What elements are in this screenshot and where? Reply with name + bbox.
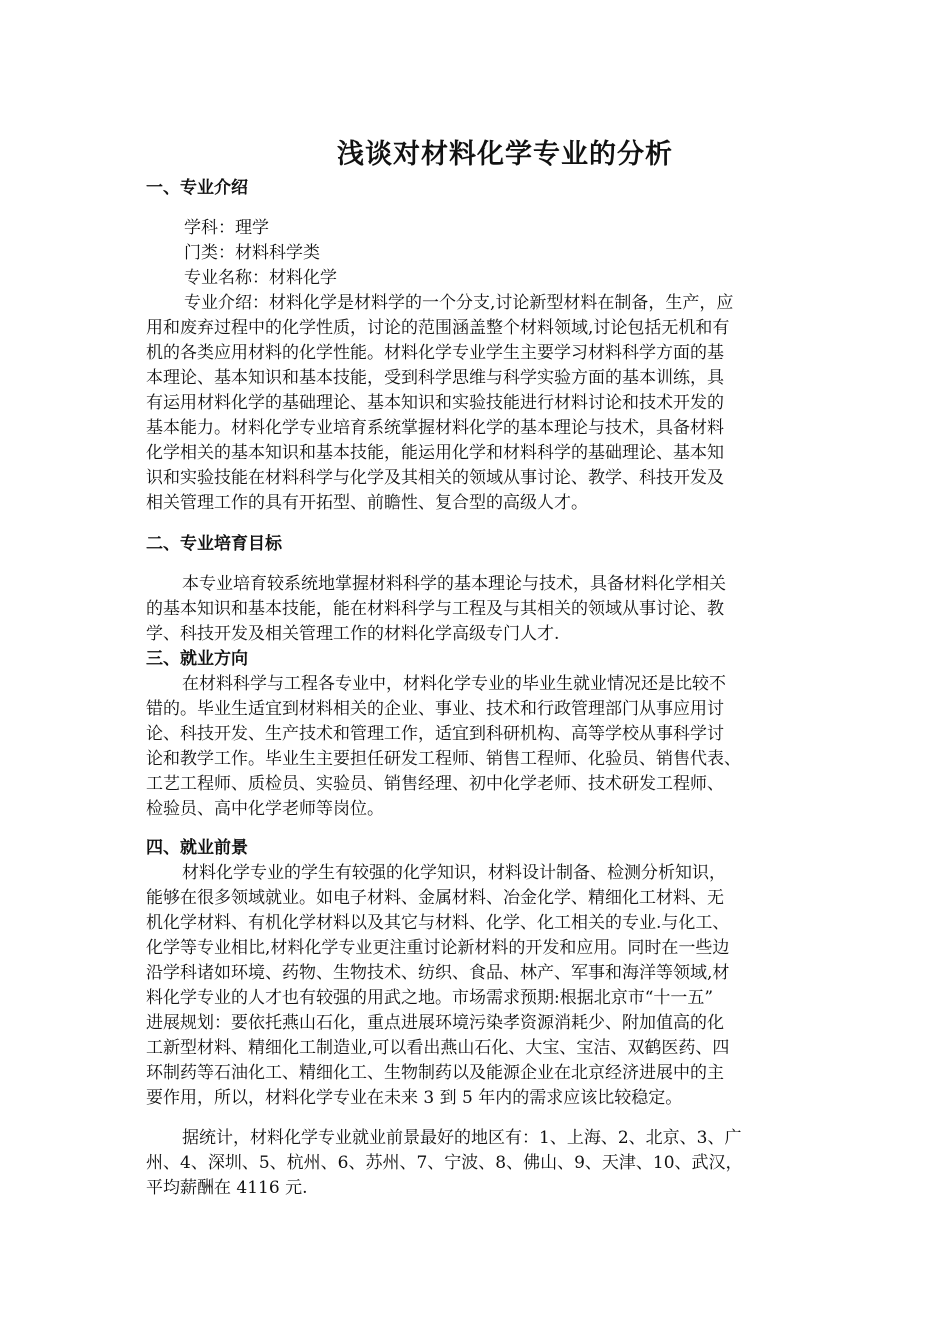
paragraph-line: 化学相关的基本知识和基本技能，能运用化学和材料科学的基础理论、基本知 (146, 443, 724, 463)
info-discipline: 学科：理学 (184, 218, 269, 238)
paragraph-line: 材料化学专业的学生有较强的化学知识，材料设计制备、检测分析知识， (182, 863, 726, 883)
info-category: 门类：材料科学类 (184, 243, 320, 263)
paragraph-line: 州、4、深圳、5、杭州、6、苏州、7、宁波、8、佛山、9、天津、10、武汉， (146, 1153, 743, 1173)
paragraph-line: 环制药等石油化工、精细化工、生物制药以及能源企业在北京经济进展中的主 (146, 1063, 724, 1083)
paragraph-line: 能够在很多领域就业。如电子材料、金属材料、冶金化学、精细化工材料、无 (146, 888, 724, 908)
section-heading-prospects: 四、就业前景 (146, 838, 248, 858)
paragraph-line: 的基本知识和基本技能，能在材料科学与工程及与其相关的领域从事讨论、教 (146, 599, 724, 619)
paragraph-line: 学、科技开发及相关管理工作的材料化学高级专门人才. (146, 624, 560, 644)
section-heading-career: 三、就业方向 (146, 649, 248, 669)
paragraph-line: 工艺工程师、质检员、实验员、销售经理、初中化学老师、技术研发工程师、 (146, 774, 724, 794)
paragraph-line: 基本能力。材料化学专业培育系统掌握材料化学的基本理论与技术，具备材料 (146, 418, 724, 438)
paragraph-line: 进展规划：要依托燕山石化，重点进展环境污染孝资源消耗少、附加值高的化 (146, 1013, 724, 1033)
paragraph-line: 用和废弃过程中的化学性质，讨论的范围涵盖整个材料领域,讨论包括无机和有 (146, 318, 730, 338)
section-heading-goals: 二、专业培育目标 (146, 534, 282, 554)
paragraph-line: 平均薪酬在 4116 元. (146, 1178, 308, 1198)
paragraph-line: 专业介绍：材料化学是材料学的一个分支,讨论新型材料在制备，生产，应 (184, 293, 734, 313)
paragraph-line: 本理论、基本知识和基本技能，受到科学思维与科学实验方面的基本训练，具 (146, 368, 724, 388)
paragraph-line: 论和教学工作。毕业生主要担任研发工程师、销售工程师、化验员、销售代表、 (146, 749, 741, 769)
paragraph-line: 有运用材料化学的基础理论、基本知识和实验技能进行材料讨论和技术开发的 (146, 393, 724, 413)
document-title: 浅谈对材料化学专业的分析 (337, 139, 673, 170)
paragraph-line: 论、科技开发、生产技术和管理工作，适宜到科研机构、高等学校从事科学讨 (146, 724, 724, 744)
paragraph-line: 工新型材料、精细化工制造业,可以看出燕山石化、大宝、宝洁、双鹤医药、四 (146, 1038, 730, 1058)
paragraph-line: 识和实验技能在材料科学与化学及其相关的领域从事讨论、教学、科技开发及 (146, 468, 724, 488)
paragraph-line: 料化学专业的人才也有较强的用武之地。市场需求预期:根据北京市“十一五” (146, 988, 714, 1008)
paragraph-line: 机的各类应用材料的化学性能。材料化学专业学生主要学习材料科学方面的基 (146, 343, 724, 363)
paragraph-line: 机化学材料、有机化学材料以及其它与材料、化学、化工相关的专业.与化工、 (146, 913, 730, 933)
paragraph-line: 沿学科诸如环境、药物、生物技术、纺织、食品、林产、军事和海洋等领域,材 (146, 963, 730, 983)
paragraph-line: 错的。毕业生适宜到材料相关的企业、事业、技术和行政管理部门从事应用讨 (146, 699, 724, 719)
paragraph-line: 要作用，所以，材料化学专业在未来 3 到 5 年内的需求应该比较稳定。 (146, 1088, 683, 1108)
section-heading-intro: 一、专业介绍 (146, 178, 248, 198)
paragraph-line: 据统计，材料化学专业就业前景最好的地区有：1、上海、2、北京、3、广 (182, 1128, 742, 1148)
paragraph-line: 相关管理工作的具有开拓型、前瞻性、复合型的高级人才。 (146, 493, 588, 513)
paragraph-line: 化学等专业相比,材料化学专业更注重讨论新材料的开发和应用。同时在一些边 (146, 938, 730, 958)
info-major-name: 专业名称：材料化学 (184, 268, 337, 288)
paragraph-line: 在材料科学与工程各专业中，材料化学专业的毕业生就业情况还是比较不 (182, 674, 726, 694)
paragraph-line: 本专业培育较系统地掌握材料科学的基本理论与技术，具备材料化学相关 (182, 574, 726, 594)
paragraph-line: 检验员、高中化学老师等岗位。 (146, 799, 384, 819)
